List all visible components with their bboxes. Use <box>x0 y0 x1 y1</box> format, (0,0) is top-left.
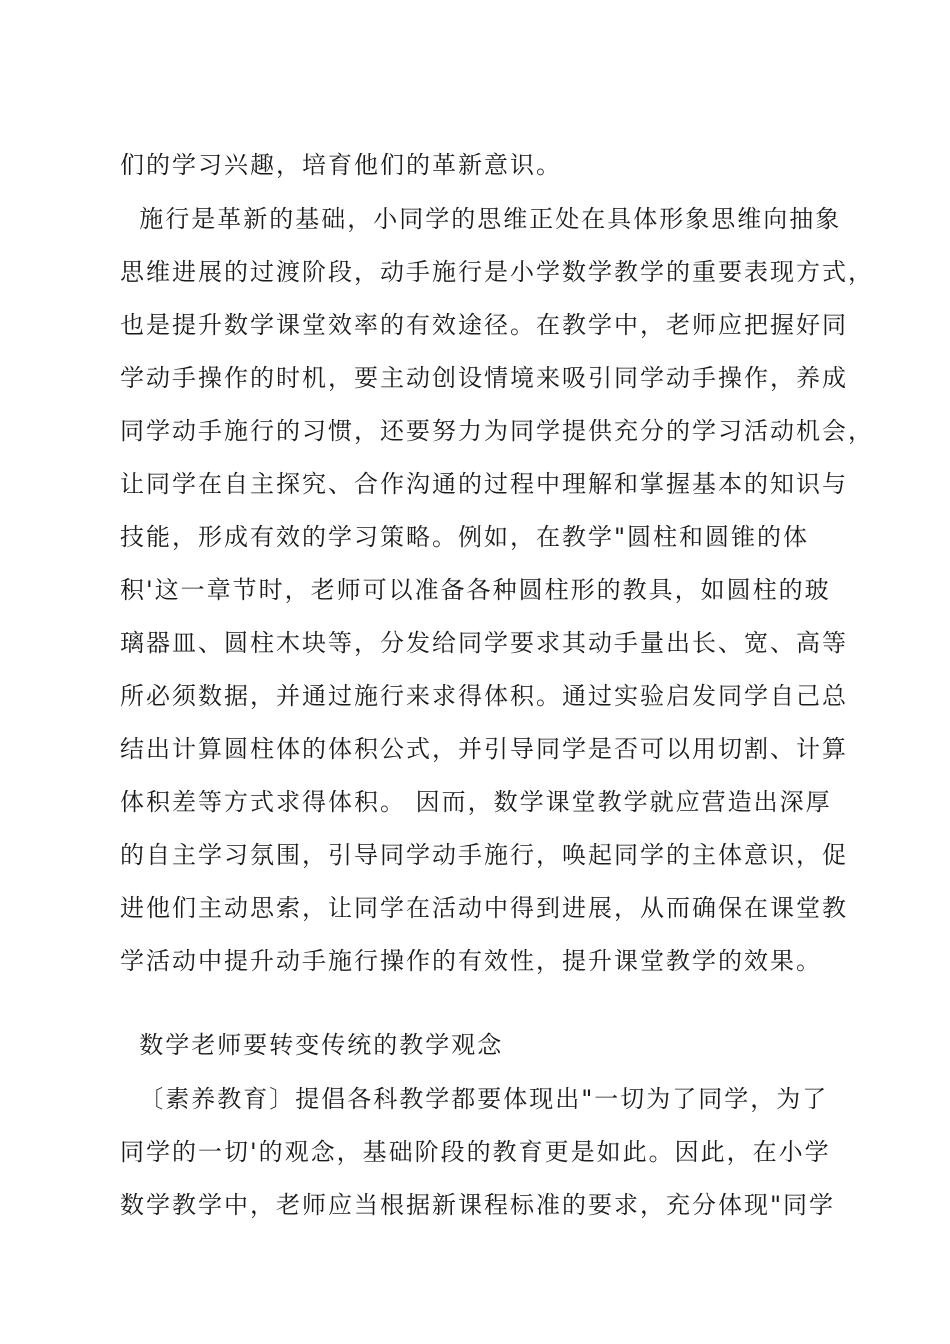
text-line: 技能，形成有效的学习策略。例如，在教学"圆柱和圆锥的体 <box>120 523 810 551</box>
section-heading: 数学老师要转变传统的教学观念 <box>120 1031 504 1059</box>
text-line: 思维进展的过渡阶段，动手施行是小学数学教学的重要表现方式， <box>120 258 874 286</box>
text-line: 学动手操作的时机，要主动创设情境来吸引同学动手操作，养成 <box>120 364 848 392</box>
text-line: 结出计算圆柱体的体积公式，并引导同学是否可以用切割、计算 <box>120 735 848 763</box>
text-line: 璃器皿、圆柱木块等，分发给同学要求其动手量出长、宽、高等 <box>120 629 848 657</box>
text-line: 同学动手施行的习惯，还要努力为同学提供充分的学习活动机会， <box>120 417 874 445</box>
text-line: 体积差等方式求得体积。 因而，数学课堂教学就应营造出深厚 <box>120 788 832 816</box>
text-line: 也是提升数学课堂效率的有效途径。在教学中，老师应把握好同 <box>120 311 848 339</box>
text-line: 数学教学中，老师应当根据新课程标准的要求，充分体现"同学 <box>120 1191 836 1219</box>
text-line: 施行是革新的基础，小同学的思维正处在具体形象思维向抽象 <box>120 205 842 233</box>
text-line: 的自主学习氛围，引导同学动手施行，唤起同学的主体意识，促 <box>120 841 848 869</box>
text-line: 同学的一切'的观念，基础阶段的教育更是如此。因此，在小学 <box>120 1138 831 1166</box>
text-line: 学活动中提升动手施行操作的有效性，提升课堂教学的效果。 <box>120 947 822 975</box>
text-line: 积'这一章节时，老师可以准备各种圆柱形的教具，如圆柱的玻 <box>120 576 831 604</box>
text-line: 们的学习兴趣，培育他们的革新意识。 <box>120 151 562 179</box>
text-line: 让同学在自主探究、合作沟通的过程中理解和掌握基本的知识与 <box>120 470 848 498</box>
text-line: 进他们主动思索，让同学在活动中得到进展，从而确保在课堂教 <box>120 894 848 922</box>
text-line: 所必须数据，并通过施行来求得体积。通过实验启发同学自己总 <box>120 682 848 710</box>
text-line: 〔素养教育〕提倡各科教学都要体现出"一切为了同学，为了 <box>120 1085 829 1113</box>
